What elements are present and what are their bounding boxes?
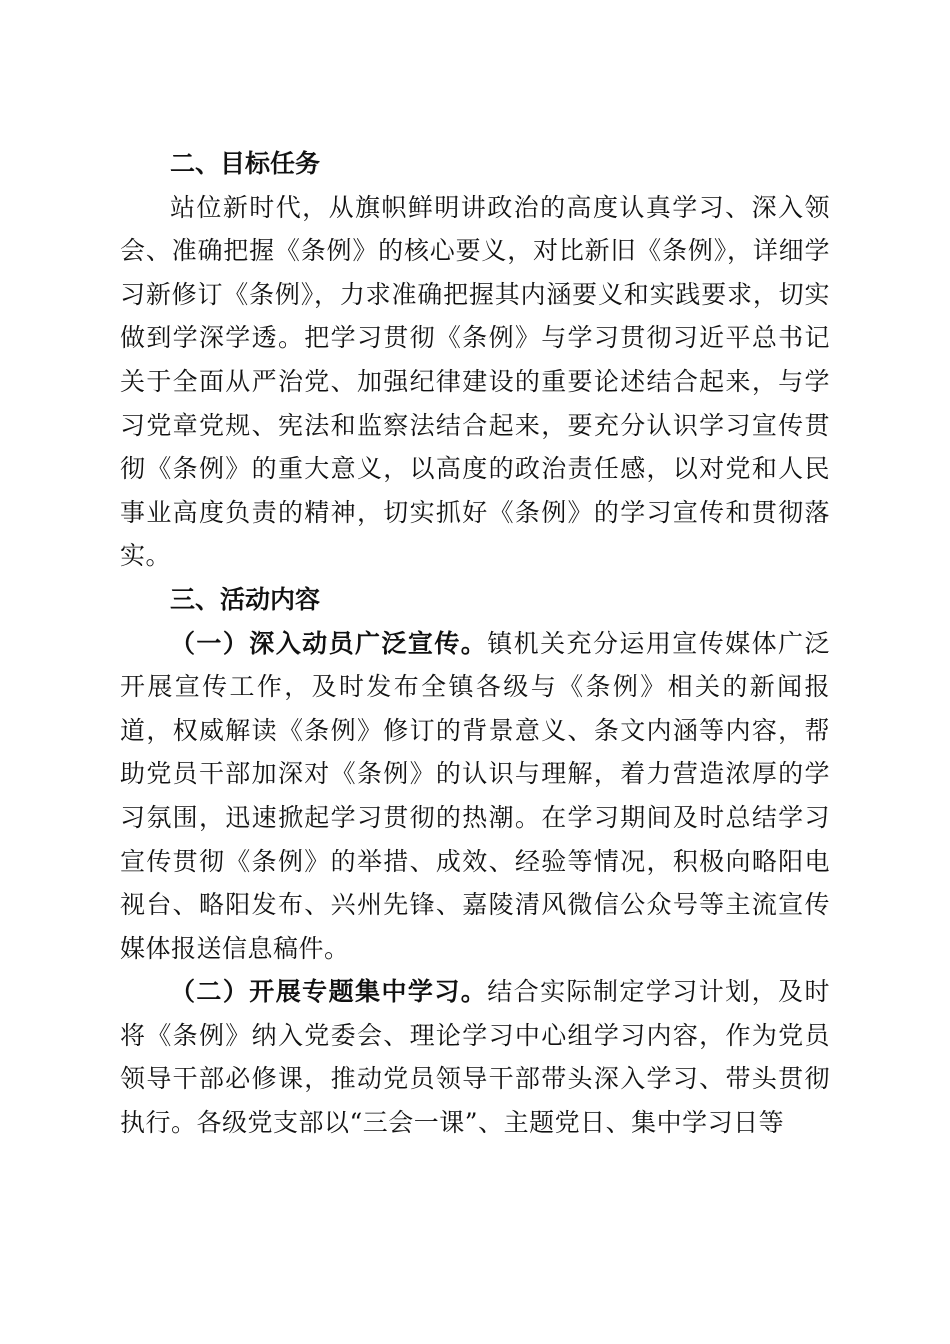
activity-paragraph-publicity xyxy=(120,622,830,971)
section-heading-activities: 三、活动内容 xyxy=(170,584,321,614)
activity-paragraph-study xyxy=(120,970,830,1144)
goals-paragraph-text: 站位新时代，从旗帜鲜明讲政治的高度认真学习、深入领会、准确把握《条例》的核心要义，对比新旧《条例》，详细学习新修订《条例》，力求准确把握其内涵要义和实践要求，切实做到学深学透。把学习贯彻《条例》与学习贯彻习近平总书记关于全面从严治党、加强纪律建设的重要论述结合起来，与学习党章党规、宪法和监察法结合起来，要充分认识学习宣传贯彻《条例》的重大意义，以高度的政治责任感，以对党和人民事业高度负责的精神，切实抓好《条例》的学习宣传和贯彻落实。 xyxy=(120,192,830,571)
activity-text-publicity: 镇机关充分运用宣传媒体广泛开展宣传工作，及时发布全镇各级与《条例》相关的新闻报道，权威解读《条例》修订的背景意义、条文内涵等内容，帮助党员干部加深对《条例》的认识与理解，着力营造浓厚的学习氛围，迅速掀起学习贯彻的热潮。在学习期间及时总结学习宣传贯彻《条例》的举措、成效、经验等情况，积极向略阳电视台、略阳发布、兴州先锋、嘉陵清风微信公众号等主流宣传媒体报送信息稿件。 xyxy=(120,628,830,963)
activity-lead-study: （二）开展专题集中学习。 xyxy=(170,977,488,1007)
goals-paragraph xyxy=(120,186,830,578)
activity-text-study: 结合实际制定学习计划，及时将《条例》纳入党委会、理论学习中心组学习内容，作为党员领导干部必修课，推动党员领导干部带头深入学习、带头贯彻执行。各级党支部以“三会一课”、主题党日、集中学习日等 xyxy=(120,977,830,1138)
document-body xyxy=(120,142,830,1145)
section-heading-goals: 二、目标任务 xyxy=(170,149,321,178)
activity-lead-publicity: （一）深入动员广泛宣传。 xyxy=(170,628,488,658)
